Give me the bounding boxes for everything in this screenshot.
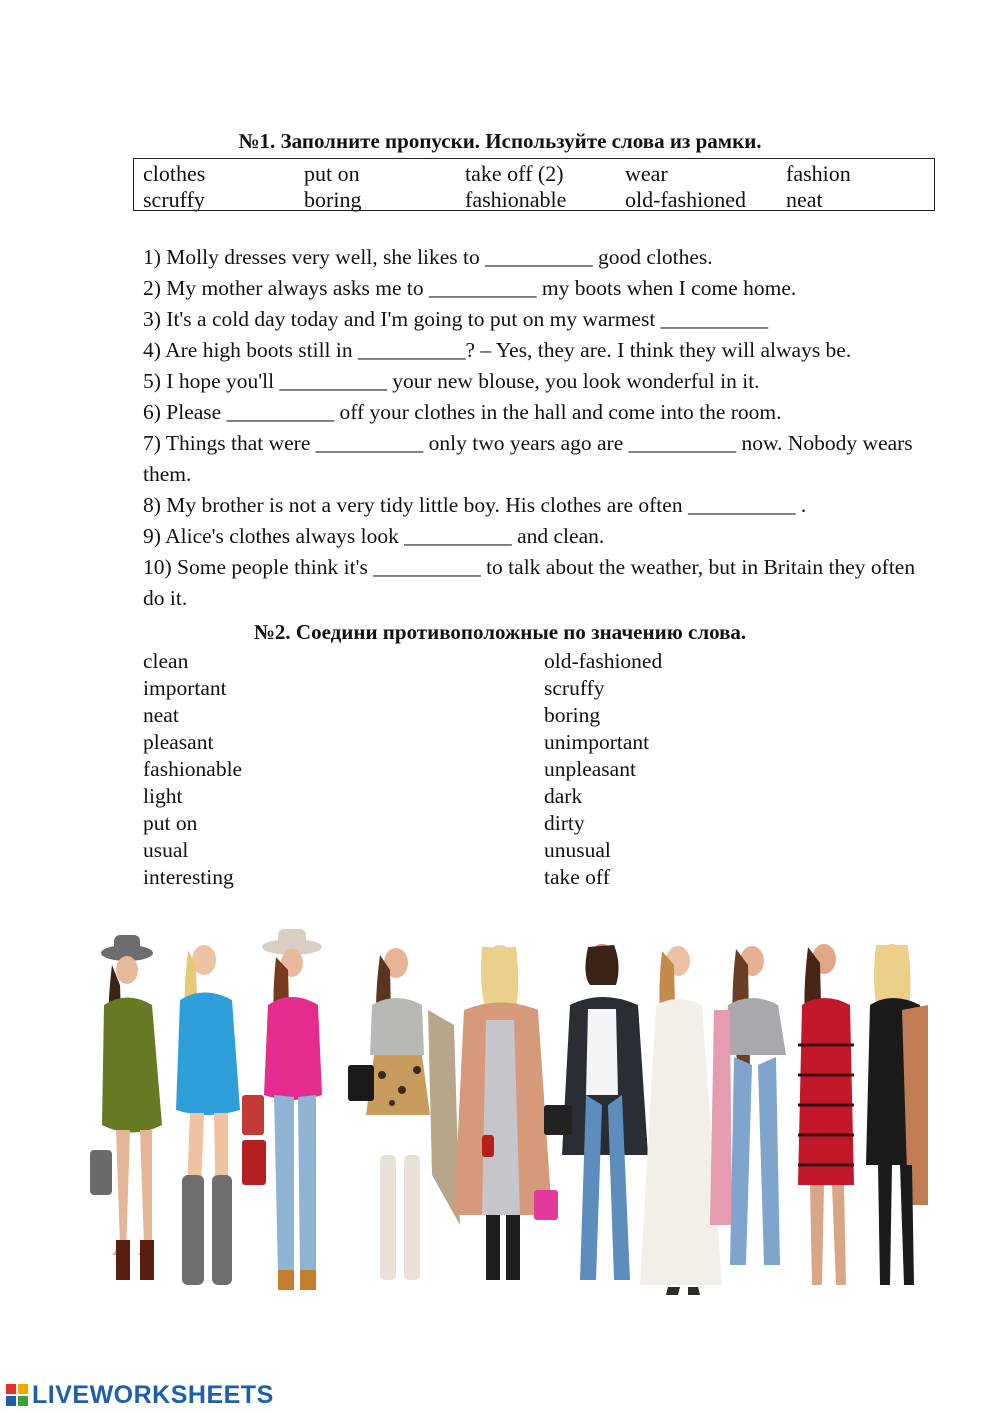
sentence: 4) Are high boots still in __________? – Yes, they are. I think they will always be. — [143, 338, 852, 362]
match-right-column — [544, 648, 662, 891]
match-word-left: important — [143, 676, 227, 700]
match-word-right: unusual — [544, 838, 611, 862]
match-word-left: clean — [143, 649, 189, 673]
match-word-right: take off — [544, 865, 610, 889]
match-left-column — [143, 648, 242, 891]
sentence: 7) Things that were __________ only two years ago are __________ now. Nobody wears them. — [143, 431, 913, 486]
sentence: 8) My brother is not a very tidy little boy. His clothes are often __________ . — [143, 493, 807, 517]
match-word-left: light — [143, 784, 183, 808]
footer-logo-text: LIVEWORKSHEETS — [32, 1380, 274, 1409]
figure-pink-coat — [710, 946, 786, 1265]
sentence: 6) Please __________ off your clothes in the hall and come into the room. — [143, 400, 782, 424]
box-word: put on — [304, 161, 360, 186]
liveworksheets-logo-icon — [6, 1384, 28, 1406]
match-word-left: pleasant — [143, 730, 214, 754]
match-word-left: fashionable — [143, 757, 243, 781]
figure-leopard-skirt — [348, 948, 460, 1280]
sentence-list — [143, 242, 943, 614]
box-word: scruffy — [143, 187, 205, 212]
match-word-right: unimportant — [544, 730, 650, 754]
figure-white-dress — [640, 946, 722, 1295]
sentence: 2) My mother always asks me to __________ my boots when I come home. — [143, 276, 797, 300]
match-word-right: old-fashioned — [544, 649, 663, 673]
match-word-right: scruffy — [544, 676, 605, 700]
word-box-row — [134, 160, 934, 187]
box-word: wear — [625, 161, 668, 186]
match-word-right: dark — [544, 784, 583, 808]
exercise2-title: №2. Соедини противоположные по значению слова. — [253, 620, 747, 644]
word-box — [133, 158, 935, 211]
match-word-left: neat — [143, 703, 179, 727]
box-word: take off (2) — [465, 161, 564, 186]
match-word-left: interesting — [143, 865, 234, 889]
exercise1-title: №1. Заполните пропуски. Используйте слова из рамки. — [238, 129, 762, 153]
sentence: 9) Alice's clothes always look __________ and clean. — [143, 524, 605, 548]
box-word: clothes — [143, 161, 206, 186]
box-word: fashion — [786, 161, 851, 186]
match-word-left: put on — [143, 811, 198, 835]
match-word-left: usual — [143, 838, 189, 862]
figure-beige-coat — [454, 945, 552, 1280]
sentence: 1) Molly dresses very well, she likes to __________ good clothes. — [143, 245, 713, 269]
box-word: neat — [786, 187, 823, 212]
box-word: old-fashioned — [625, 187, 746, 212]
figure-leather-jacket — [534, 944, 648, 1280]
figure-black-outfit — [866, 944, 928, 1285]
word-box-row — [134, 186, 934, 213]
fashion-girls-illustration — [82, 925, 928, 1340]
match-word-right: boring — [544, 703, 601, 727]
match-word-right: dirty — [544, 811, 585, 835]
match-word-right: unpleasant — [544, 757, 636, 781]
box-word: fashionable — [465, 187, 567, 212]
sentence: 3) It's a cold day today and I'm going to put on my warmest __________ — [143, 307, 769, 331]
figure-pink-top — [242, 929, 322, 1290]
footer-logo — [6, 1380, 274, 1410]
figure-olive-dress — [90, 935, 162, 1280]
sentence: 5) I hope you'll __________ your new blouse, you look wonderful in it. — [143, 369, 760, 393]
box-word: boring — [304, 187, 362, 212]
sentence: 10) Some people think it's __________ to talk about the weather, but in Britain they often do it. — [143, 555, 916, 610]
figure-red-dress — [798, 944, 854, 1285]
